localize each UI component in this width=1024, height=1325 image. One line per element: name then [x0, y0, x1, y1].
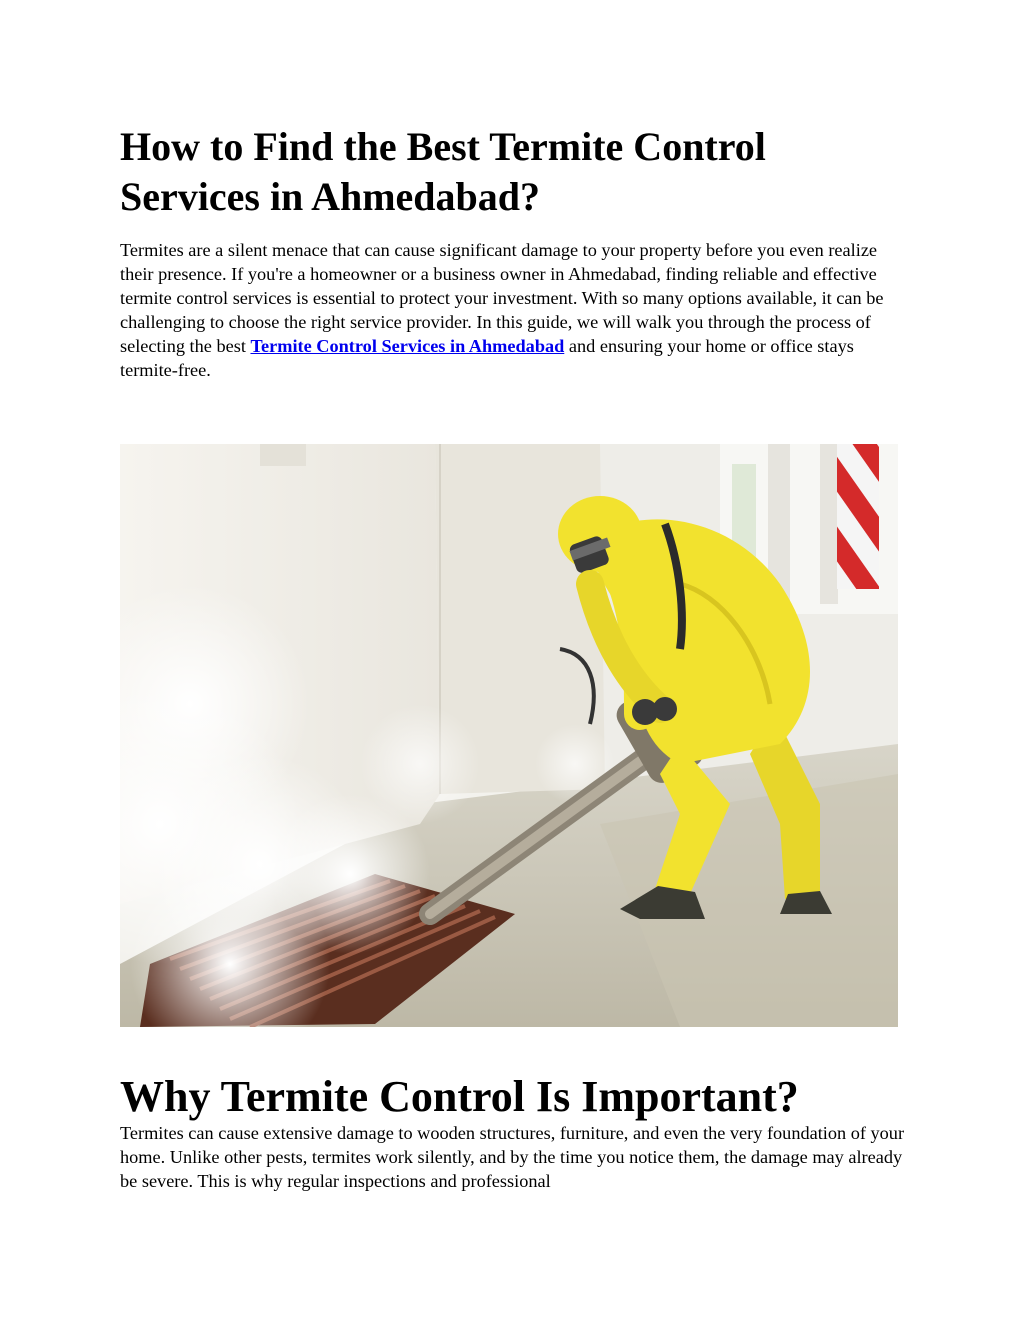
termite-control-link[interactable]: Termite Control Services in Ahmedabad	[250, 336, 565, 356]
intro-text-start: Termites are a silent menace that can cause significant damage to your property before you even realize their presence. If you're a homeowner or a business owner in Ahmedabad, finding reliable and effective termite control services is essential to protect your investment. With so many options available, it can be challenging to choose the right service provider. In this guide, we will walk you through the process of selecting the best	[120, 240, 884, 356]
section-paragraph: Termites can cause extensive damage to wooden structures, furniture, and even the very foundation of your home. Unlike other pests, termites work silently, and by the time you notice them, the damage may already be severe. This is why regular inspections and professional	[120, 1123, 905, 1191]
pest-control-photo	[120, 444, 898, 1027]
intro-paragraph	[120, 238, 910, 382]
photo-illustration	[120, 444, 898, 1027]
intro-text-end: and ensuring your home or office stays termite-free.	[120, 336, 854, 380]
section-heading: Why Termite Control Is Important?	[120, 1072, 799, 1121]
page-title: How to Find the Best Termite Control Services in Ahmedabad?	[120, 124, 766, 219]
